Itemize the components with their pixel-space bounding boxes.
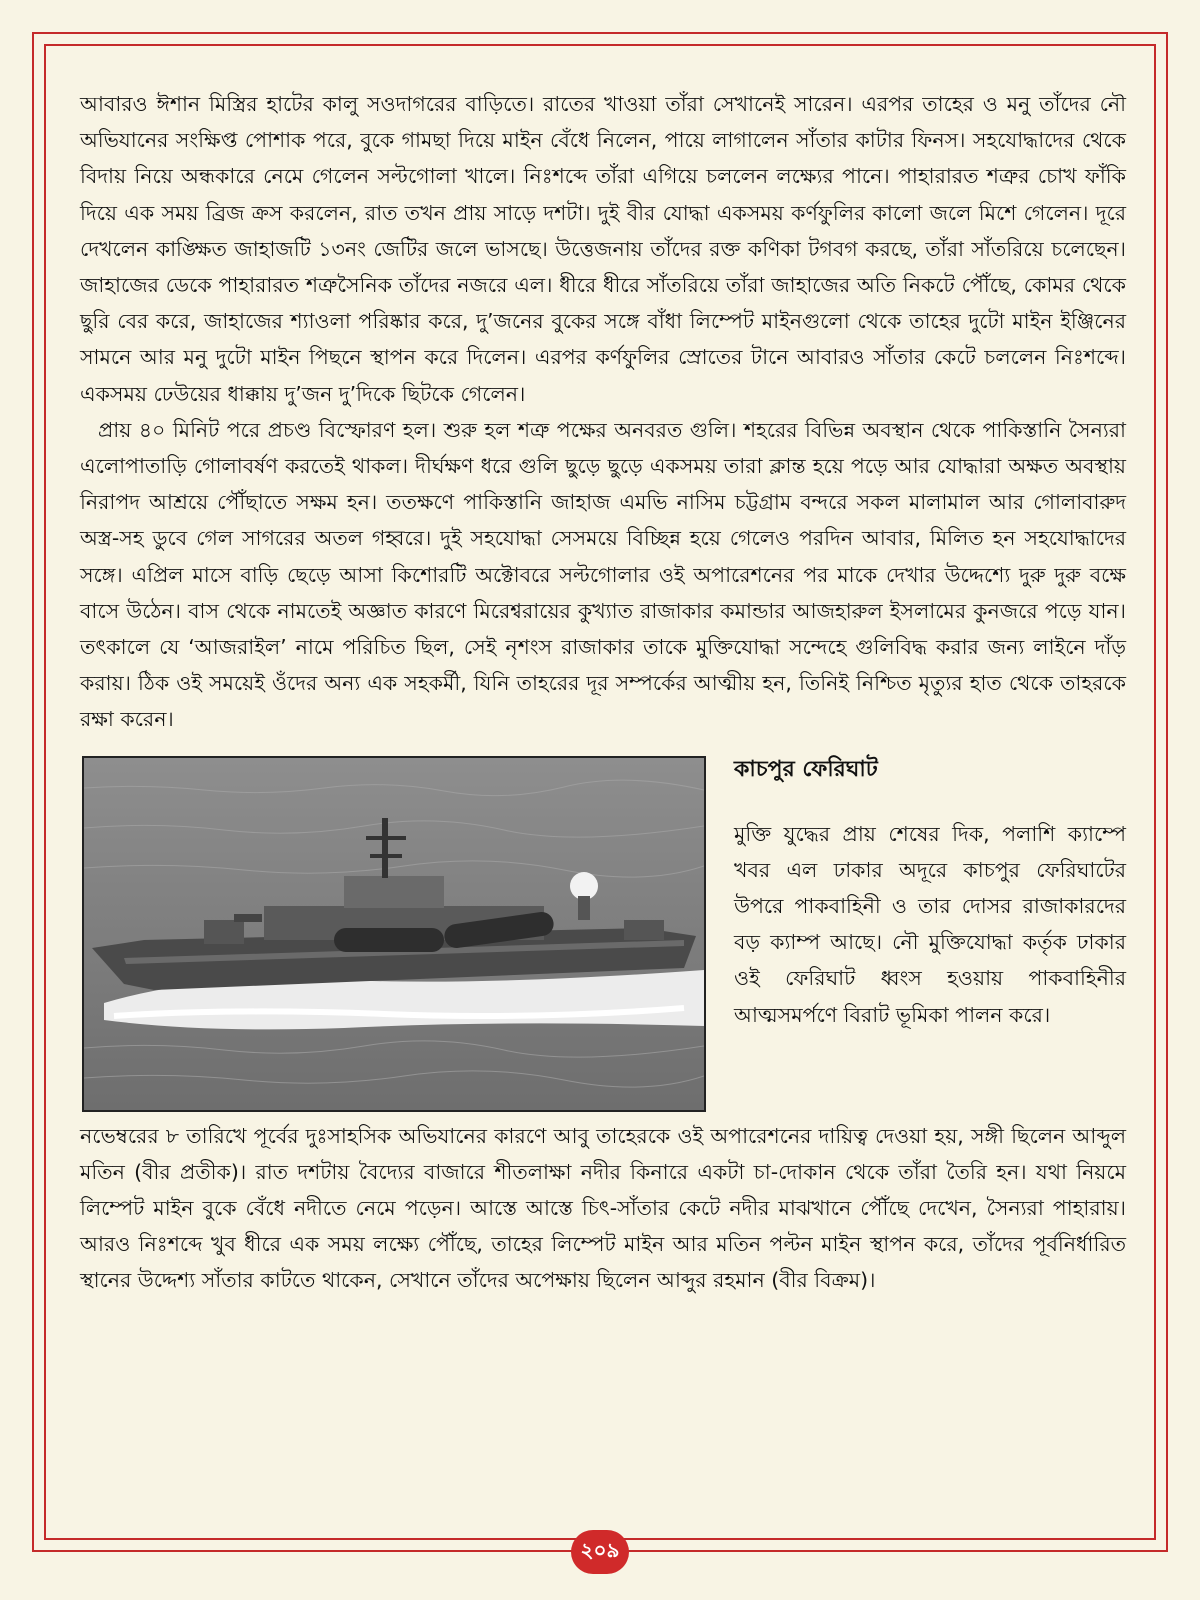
paragraph-2: প্রায় ৪০ মিনিট পরে প্রচণ্ড বিস্ফোরণ হল। শুরু হল শত্রু পক্ষের অনবরত গুলি। শহরের বিভিন্ন অবস্থান থেকে পাকিস্তানি সৈন্যরা এলোপাতাড়ি গোলাবর্ষণ করতেই থাকল। দীর্ঘক্ষণ ধরে গুলি ছুড়ে ছুড়ে একসময় তারা ক্লান্ত হয়ে পড়ে আর যোদ্ধারা অক্ষত অবস্থায় নিরাপদ আশ্রয়ে পৌঁছাতে সক্ষম হন। ততক্ষণে পাকিস্তানি জাহাজ এমভি নাসিম চট্টগ্রাম বন্দরে সকল মালামাল আর গোলাবারুদ অস্ত্র-সহ ডুবে গেল সাগরের অতল গহ্বরে। দুই সহযোদ্ধা সেসময়ে বিচ্ছিন্ন হয়ে গেলেও পরদিন আবার, মিলিত হন সহযোদ্ধাদের সঙ্গে। এপ্রিল মাসে বাড়ি ছেড়ে আসা কিশোরটি অক্টোবরে সল্টগোলার ওই অপারেশনের পর মাকে দেখার উদ্দেশ্যে দুরু দুরু বক্ষে বাসে উঠেন। বাস থেকে নামতেই অজ্ঞাত কারণে মিরেশ্বরায়ের কুখ্যাত রাজাকার কমান্ডার আজহারুল ইসলামের কুনজরে পড়ে যান। তৎকালে যে ‘আজরাইল’ নামে পরিচিত ছিল, সেই নৃশংস রাজাকার তাকে মুক্তিযোদ্ধা সন্দেহে গুলিবিদ্ধ করার জন্য লাইনে দাঁড় করায়। ঠিক ওই সময়েই ওঁদের অন্য এক সহকর্মী, যিনি তাহরের দূর সম্পর্কের আত্মীয় হন, তিনিই নিশ্চিত মৃত্যুর হাত থেকে তাহরকে রক্ষা করেন। <box>80 417 1126 732</box>
page-content <box>80 86 1126 1299</box>
page-number-badge: ২০৯ <box>571 1530 629 1574</box>
warship-photo <box>82 756 706 1112</box>
paragraph-3: নভেম্বরের ৮ তারিখে পূর্বের দুঃসাহসিক অভিযানের কারণে আবু তাহেরকে ওই অপারেশনের দায়িত্ব দেওয়া হয়, সঙ্গী ছিলেন আব্দুল মতিন (বীর প্রতীক)। রাত দশটায় বৈদ্যের বাজারে শীতলাক্ষা নদীর কিনারে একটা চা-দোকান থেকে তাঁরা তৈরি হন। যথা নিয়মে লিম্পেট মাইন বুকে বেঁধে নদীতে নেমে পড়েন। আস্তে আস্তে চিৎ-সাঁতার কেটে নদীর মাঝখানে পৌঁছে দেখেন, সৈন্যরা পাহারায়। আরও নিঃশব্দে খুব ধীরে এক সময় লক্ষ্যে পৌঁছে, তাহের লিম্পেট মাইন আর মতিন পল্টন মাইন স্থাপন করে, তাঁদের পূর্বনির্ধারিত স্থানের উদ্দেশ্য সাঁতার কাটতে থাকেন, সেখানে তাঁদের অপেক্ষায় ছিলেন আব্দুর রহমান (বীর বিক্রম)। <box>80 1123 1126 1293</box>
sidebar-heading: কাচপুর ফেরিঘাট <box>734 756 878 782</box>
paragraph-1: আবারও ঈশান মিস্ত্রির হাটের কালু সওদাগরের বাড়িতে। রাতের খাওয়া তাঁরা সেখানেই সারেন। এরপর তাহের ও মনু তাঁদের নৌ অভিযানের সংক্ষিপ্ত পোশাক পরে, বুকে গামছা দিয়ে মাইন বেঁধে নিলেন, পায়ে লাগালেন সাঁতার কাটার ফিনস। সহযোদ্ধাদের থেকে বিদায় নিয়ে অন্ধকারে নেমে গেলেন সল্টগোলা খালে। নিঃশব্দে তাঁরা এগিয়ে চললেন লক্ষ্যের পানে। পাহারারত শত্রুর চোখ ফাঁকি দিয়ে এক সময় ব্রিজ ক্রস করলেন, রাত তখন প্রায় সাড়ে দশটা। দুই বীর যোদ্ধা একসময় কর্ণফুলির কালো জলে মিশে গেলেন। দূরে দেখলেন কাঙ্ক্ষিত জাহাজটি ১৩নং জেটির জলে ভাসছে। উত্তেজনায় তাঁদের রক্ত কণিকা টগবগ করছে, তাঁরা সাঁতরিয়ে চলেছেন। জাহাজের ডেকে পাহারারত শত্রুসৈনিক তাঁদের নজরে এল। ধীরে ধীরে সাঁতরিয়ে তাঁরা জাহাজের অতি নিকটে পৌঁছে, কোমর থেকে ছুরি বের করে, জাহাজের শ্যাওলা পরিষ্কার করে, দু’জনের বুকের সঙ্গে বাঁধা লিম্পেট মাইনগুলো থেকে তাহের দুটো মাইন ইঞ্জিনের সামনে আর মনু দুটো মাইন পিছনে স্থাপন করে দিলেন। এরপর কর্ণফুলির স্রোতের টানে আবারও সাঁতার কেটে চললেন নিঃশব্দে। একসময় ঢেউয়ের ধাক্কায় দু’জন দু’দিকে ছিটকে গেলেন। <box>80 92 1126 406</box>
sidebar-box <box>734 748 1126 1033</box>
sidebar-text: মুক্তি যুদ্ধের প্রায় শেষের দিক, পলাশি ক্যাম্পে খবর এল ঢাকার অদূরে কাচপুর ফেরিঘাটের উপরে পাকবাহিনী ও তার দোসর রাজাকারদের বড় ক্যাম্প আছে। নৌ মুক্তিযোদ্ধা কর্তৃক ঢাকার ওই ফেরিঘাট ধ্বংস হওয়ায় পাকবাহিনীর আত্মসমর্পণে বিরাট ভূমিকা পালন করে। <box>734 821 1126 1027</box>
warship-image <box>84 758 704 1110</box>
figure-section <box>80 748 1126 1118</box>
